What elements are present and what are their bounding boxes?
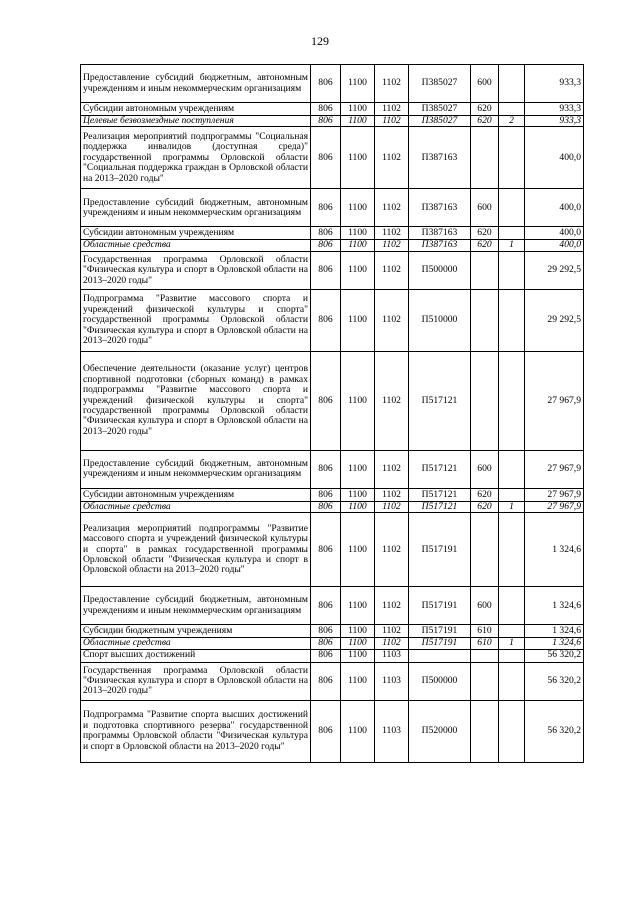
expense-type-cell: 620 bbox=[471, 116, 499, 127]
table-row bbox=[81, 649, 584, 662]
subsection-code-cell: 1103 bbox=[375, 649, 409, 662]
table-row bbox=[81, 638, 584, 649]
target-article-cell: П500000 bbox=[409, 662, 471, 700]
section-code-cell: 1100 bbox=[341, 662, 375, 700]
section-code-cell: 1100 bbox=[341, 127, 375, 189]
ministry-code-cell: 806 bbox=[311, 240, 341, 251]
row-name-cell: Предоставление субсидий бюджетным, автономным учреждениям и иным некоммерческим организациям bbox=[81, 587, 311, 625]
funding-source-cell bbox=[499, 351, 525, 450]
amount-cell: 29 292,5 bbox=[525, 251, 584, 289]
expense-type-cell bbox=[471, 251, 499, 289]
amount-cell: 1 324,6 bbox=[525, 625, 584, 638]
row-name-cell: Спорт высших достижений bbox=[81, 649, 311, 662]
table-row bbox=[81, 450, 584, 488]
amount-cell: 933,3 bbox=[525, 65, 584, 103]
expense-type-cell: 600 bbox=[471, 65, 499, 103]
amount-cell: 400,0 bbox=[525, 240, 584, 251]
target-article-cell: П517121 bbox=[409, 488, 471, 501]
amount-cell: 1 324,6 bbox=[525, 638, 584, 649]
target-article-cell: П387163 bbox=[409, 189, 471, 227]
funding-source-cell bbox=[499, 513, 525, 587]
amount-cell: 1 324,6 bbox=[525, 587, 584, 625]
subsection-code-cell: 1102 bbox=[375, 251, 409, 289]
row-name-cell: Предоставление субсидий бюджетным, автономным учреждениям и иным некоммерческим организациям bbox=[81, 189, 311, 227]
section-code-cell: 1100 bbox=[341, 587, 375, 625]
target-article-cell: П385027 bbox=[409, 103, 471, 116]
target-article-cell: П517191 bbox=[409, 587, 471, 625]
table-row bbox=[81, 513, 584, 587]
expense-type-cell: 610 bbox=[471, 638, 499, 649]
section-code-cell: 1100 bbox=[341, 625, 375, 638]
subsection-code-cell: 1102 bbox=[375, 227, 409, 240]
row-name-cell: Государственная программа Орловской области "Физическая культура и спорт в Орловской области на 2013–2020 годы" bbox=[81, 251, 311, 289]
expense-type-cell bbox=[471, 127, 499, 189]
row-name-cell: Предоставление субсидий бюджетным, автономным учреждениям и иным некоммерческим организациям bbox=[81, 65, 311, 103]
row-name-cell: Подпрограмма "Развитие спорта высших достижений и подготовка спортивного резерва" государственной программы Орловской области "Физическая культура и спорт в Орловской области на 2013–2020 годы" bbox=[81, 700, 311, 762]
subsection-code-cell: 1102 bbox=[375, 65, 409, 103]
table-row bbox=[81, 116, 584, 127]
subsection-code-cell: 1102 bbox=[375, 587, 409, 625]
ministry-code-cell: 806 bbox=[311, 649, 341, 662]
funding-source-cell: 1 bbox=[499, 638, 525, 649]
target-article-cell: П517191 bbox=[409, 638, 471, 649]
row-name-cell: Подпрограмма "Развитие массового спорта и учреждений физической культуры и спорта" государственной программы Орловской области "Физическая культура и спорт в Орловской области на 2013–2020 годы" bbox=[81, 289, 311, 351]
ministry-code-cell: 806 bbox=[311, 189, 341, 227]
row-name-cell: Субсидии автономным учреждениям bbox=[81, 488, 311, 501]
target-article-cell: П387163 bbox=[409, 227, 471, 240]
funding-source-cell bbox=[499, 227, 525, 240]
amount-cell: 27 967,9 bbox=[525, 450, 584, 488]
row-name-cell: Целевые безвозмездные поступления bbox=[81, 116, 311, 127]
expense-type-cell: 620 bbox=[471, 103, 499, 116]
target-article-cell: П387163 bbox=[409, 240, 471, 251]
subsection-code-cell: 1102 bbox=[375, 289, 409, 351]
section-code-cell: 1100 bbox=[341, 649, 375, 662]
section-code-cell: 1100 bbox=[341, 65, 375, 103]
ministry-code-cell: 806 bbox=[311, 227, 341, 240]
ministry-code-cell: 806 bbox=[311, 116, 341, 127]
expense-type-cell bbox=[471, 513, 499, 587]
funding-source-cell bbox=[499, 251, 525, 289]
funding-source-cell bbox=[499, 488, 525, 501]
ministry-code-cell: 806 bbox=[311, 289, 341, 351]
amount-cell: 1 324,6 bbox=[525, 513, 584, 587]
expense-type-cell: 620 bbox=[471, 501, 499, 512]
amount-cell: 27 967,9 bbox=[525, 351, 584, 450]
subsection-code-cell: 1102 bbox=[375, 488, 409, 501]
amount-cell: 27 967,9 bbox=[525, 488, 584, 501]
table-row bbox=[81, 240, 584, 251]
amount-cell: 56 320,2 bbox=[525, 649, 584, 662]
section-code-cell: 1100 bbox=[341, 189, 375, 227]
expense-type-cell bbox=[471, 289, 499, 351]
row-name-cell: Субсидии автономным учреждениям bbox=[81, 227, 311, 240]
ministry-code-cell: 806 bbox=[311, 251, 341, 289]
subsection-code-cell: 1103 bbox=[375, 662, 409, 700]
table-row bbox=[81, 700, 584, 762]
table-row bbox=[81, 289, 584, 351]
subsection-code-cell: 1102 bbox=[375, 103, 409, 116]
section-code-cell: 1100 bbox=[341, 488, 375, 501]
row-name-cell: Предоставление субсидий бюджетным, автономным учреждениям и иным некоммерческим организациям bbox=[81, 450, 311, 488]
funding-source-cell: 2 bbox=[499, 116, 525, 127]
row-name-cell: Реализация мероприятий подпрограммы "Социальная поддержка инвалидов (доступная среда)" государственной программы Орловской области "Социальная поддержка граждан в Орловской области на 2013–2020 годы" bbox=[81, 127, 311, 189]
ministry-code-cell: 806 bbox=[311, 700, 341, 762]
table-row bbox=[81, 127, 584, 189]
table-row bbox=[81, 251, 584, 289]
section-code-cell: 1100 bbox=[341, 251, 375, 289]
subsection-code-cell: 1102 bbox=[375, 240, 409, 251]
expense-type-cell bbox=[471, 700, 499, 762]
table-row bbox=[81, 501, 584, 512]
row-name-cell: Областные средства bbox=[81, 501, 311, 512]
row-name-cell: Областные средства bbox=[81, 638, 311, 649]
amount-cell: 933,3 bbox=[525, 116, 584, 127]
amount-cell: 56 320,2 bbox=[525, 700, 584, 762]
expense-type-cell: 600 bbox=[471, 450, 499, 488]
table-row bbox=[81, 488, 584, 501]
amount-cell: 400,0 bbox=[525, 227, 584, 240]
target-article-cell: П510000 bbox=[409, 289, 471, 351]
amount-cell: 933,3 bbox=[525, 103, 584, 116]
ministry-code-cell: 806 bbox=[311, 65, 341, 103]
amount-cell: 400,0 bbox=[525, 189, 584, 227]
amount-cell: 27 967,9 bbox=[525, 501, 584, 512]
target-article-cell: П517121 bbox=[409, 450, 471, 488]
row-name-cell: Обеспечение деятельности (оказание услуг) центров спортивной подготовки (сборных команд) в рамках подпрограммы "Развитие массового спорта и учреждений физической культуры и спорта" государственной программы Орловской области "Физическая культура и спорт в Орловской области на 2013–2020 годы" bbox=[81, 351, 311, 450]
row-name-cell: Субсидии бюджетным учреждениям bbox=[81, 625, 311, 638]
table-row bbox=[81, 65, 584, 103]
table-row bbox=[81, 227, 584, 240]
funding-source-cell bbox=[499, 625, 525, 638]
ministry-code-cell: 806 bbox=[311, 501, 341, 512]
expense-type-cell: 610 bbox=[471, 625, 499, 638]
subsection-code-cell: 1102 bbox=[375, 625, 409, 638]
ministry-code-cell: 806 bbox=[311, 587, 341, 625]
ministry-code-cell: 806 bbox=[311, 103, 341, 116]
subsection-code-cell: 1102 bbox=[375, 127, 409, 189]
section-code-cell: 1100 bbox=[341, 351, 375, 450]
subsection-code-cell: 1103 bbox=[375, 700, 409, 762]
ministry-code-cell: 806 bbox=[311, 351, 341, 450]
target-article-cell: П517121 bbox=[409, 501, 471, 512]
table-body bbox=[81, 65, 584, 763]
table-row bbox=[81, 351, 584, 450]
ministry-code-cell: 806 bbox=[311, 127, 341, 189]
table-row bbox=[81, 662, 584, 700]
expense-type-cell: 620 bbox=[471, 240, 499, 251]
target-article-cell bbox=[409, 649, 471, 662]
table-row bbox=[81, 189, 584, 227]
target-article-cell: П385027 bbox=[409, 116, 471, 127]
section-code-cell: 1100 bbox=[341, 289, 375, 351]
subsection-code-cell: 1102 bbox=[375, 189, 409, 227]
subsection-code-cell: 1102 bbox=[375, 501, 409, 512]
section-code-cell: 1100 bbox=[341, 513, 375, 587]
funding-source-cell bbox=[499, 649, 525, 662]
funding-source-cell bbox=[499, 289, 525, 351]
row-name-cell: Областные средства bbox=[81, 240, 311, 251]
ministry-code-cell: 806 bbox=[311, 625, 341, 638]
table-row bbox=[81, 587, 584, 625]
page-number: 129 bbox=[311, 34, 329, 48]
funding-source-cell bbox=[499, 700, 525, 762]
row-name-cell: Реализация мероприятий подпрограммы "Развитие массового спорта и учреждений физической культуры и спорта" в рамках государственной программы Орловской области "Физическая культура и спорт в Орловской области на 2013–2020 годы" bbox=[81, 513, 311, 587]
target-article-cell: П517191 bbox=[409, 513, 471, 587]
ministry-code-cell: 806 bbox=[311, 450, 341, 488]
row-name-cell: Государственная программа Орловской области "Физическая культура и спорт в Орловской области на 2013–2020 годы" bbox=[81, 662, 311, 700]
funding-source-cell bbox=[499, 450, 525, 488]
subsection-code-cell: 1102 bbox=[375, 513, 409, 587]
target-article-cell: П517121 bbox=[409, 351, 471, 450]
funding-source-cell bbox=[499, 587, 525, 625]
ministry-code-cell: 806 bbox=[311, 488, 341, 501]
amount-cell: 400,0 bbox=[525, 127, 584, 189]
target-article-cell: П500000 bbox=[409, 251, 471, 289]
funding-source-cell bbox=[499, 189, 525, 227]
amount-cell: 29 292,5 bbox=[525, 289, 584, 351]
table-row bbox=[81, 625, 584, 638]
amount-cell: 56 320,2 bbox=[525, 662, 584, 700]
target-article-cell: П520000 bbox=[409, 700, 471, 762]
section-code-cell: 1100 bbox=[341, 450, 375, 488]
section-code-cell: 1100 bbox=[341, 103, 375, 116]
funding-source-cell bbox=[499, 662, 525, 700]
budget-table bbox=[80, 64, 584, 763]
funding-source-cell bbox=[499, 65, 525, 103]
ministry-code-cell: 806 bbox=[311, 638, 341, 649]
section-code-cell: 1100 bbox=[341, 501, 375, 512]
section-code-cell: 1100 bbox=[341, 240, 375, 251]
section-code-cell: 1100 bbox=[341, 700, 375, 762]
subsection-code-cell: 1102 bbox=[375, 351, 409, 450]
expense-type-cell bbox=[471, 649, 499, 662]
funding-source-cell: 1 bbox=[499, 240, 525, 251]
subsection-code-cell: 1102 bbox=[375, 116, 409, 127]
subsection-code-cell: 1102 bbox=[375, 450, 409, 488]
expense-type-cell: 600 bbox=[471, 189, 499, 227]
section-code-cell: 1100 bbox=[341, 227, 375, 240]
target-article-cell: П387163 bbox=[409, 127, 471, 189]
subsection-code-cell: 1102 bbox=[375, 638, 409, 649]
row-name-cell: Субсидии автономным учреждениям bbox=[81, 103, 311, 116]
expense-type-cell: 600 bbox=[471, 587, 499, 625]
funding-source-cell bbox=[499, 127, 525, 189]
section-code-cell: 1100 bbox=[341, 116, 375, 127]
expense-type-cell bbox=[471, 662, 499, 700]
funding-source-cell: 1 bbox=[499, 501, 525, 512]
ministry-code-cell: 806 bbox=[311, 662, 341, 700]
expense-type-cell bbox=[471, 351, 499, 450]
expense-type-cell: 620 bbox=[471, 488, 499, 501]
target-article-cell: П517191 bbox=[409, 625, 471, 638]
expense-type-cell: 620 bbox=[471, 227, 499, 240]
ministry-code-cell: 806 bbox=[311, 513, 341, 587]
target-article-cell: П385027 bbox=[409, 65, 471, 103]
funding-source-cell bbox=[499, 103, 525, 116]
section-code-cell: 1100 bbox=[341, 638, 375, 649]
table-row bbox=[81, 103, 584, 116]
